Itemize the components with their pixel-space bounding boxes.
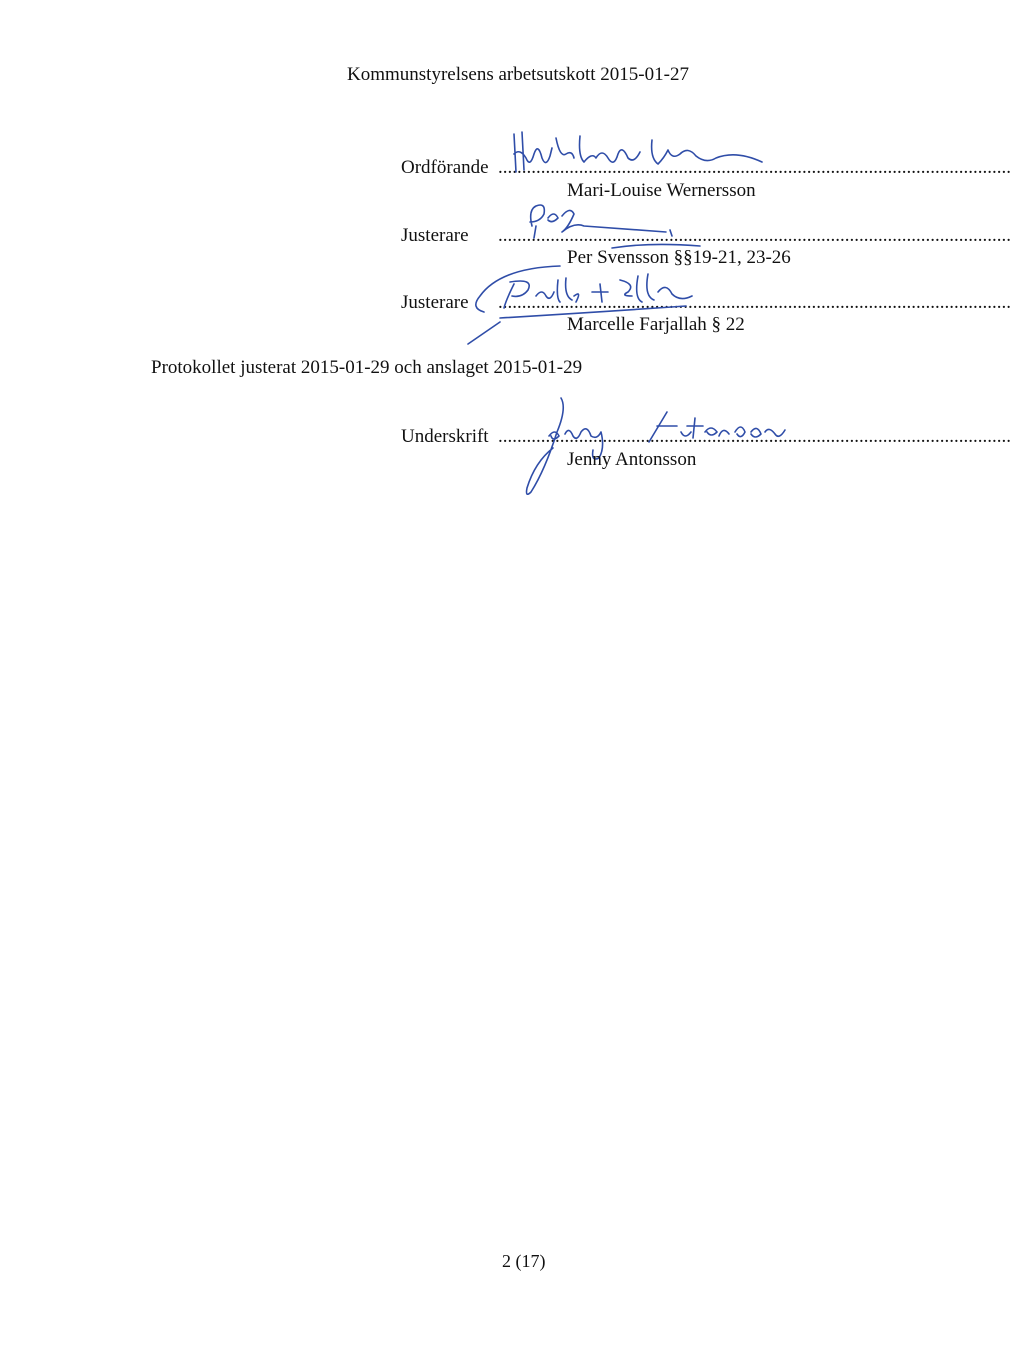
signature-line: ............................................................................................................ [498,292,1011,313]
signature-secretary [505,392,805,500]
page-number: 2 (17) [502,1251,546,1271]
role-label-chair: Ordförande [401,157,489,178]
signature-chair [498,128,1011,180]
signature-line: ............................................................................................................ [498,225,1011,246]
protocol-adjusted-line: Protokollet justerat 2015-01-29 och anslaget 2015-01-29 [151,357,583,378]
adjuster-1-name: Per Svensson §§19-21, 23-26 [567,247,791,268]
secretary-name: Jenny Antonsson [567,449,697,470]
document-header: Kommunstyrelsens arbetsutskott 2015-01-27 [347,64,689,85]
role-label-adjuster-1: Justerare [401,225,469,246]
signature-line: ............................................................................................................ [498,426,1011,447]
role-label-adjuster-2: Justerare [401,292,469,313]
adjuster-2-name: Marcelle Farjallah § 22 [567,314,745,335]
signature-line: ............................................................................................................ [498,157,1011,178]
role-label-signature: Underskrift [401,426,489,447]
chair-name: Mari-Louise Wernersson [567,180,756,201]
